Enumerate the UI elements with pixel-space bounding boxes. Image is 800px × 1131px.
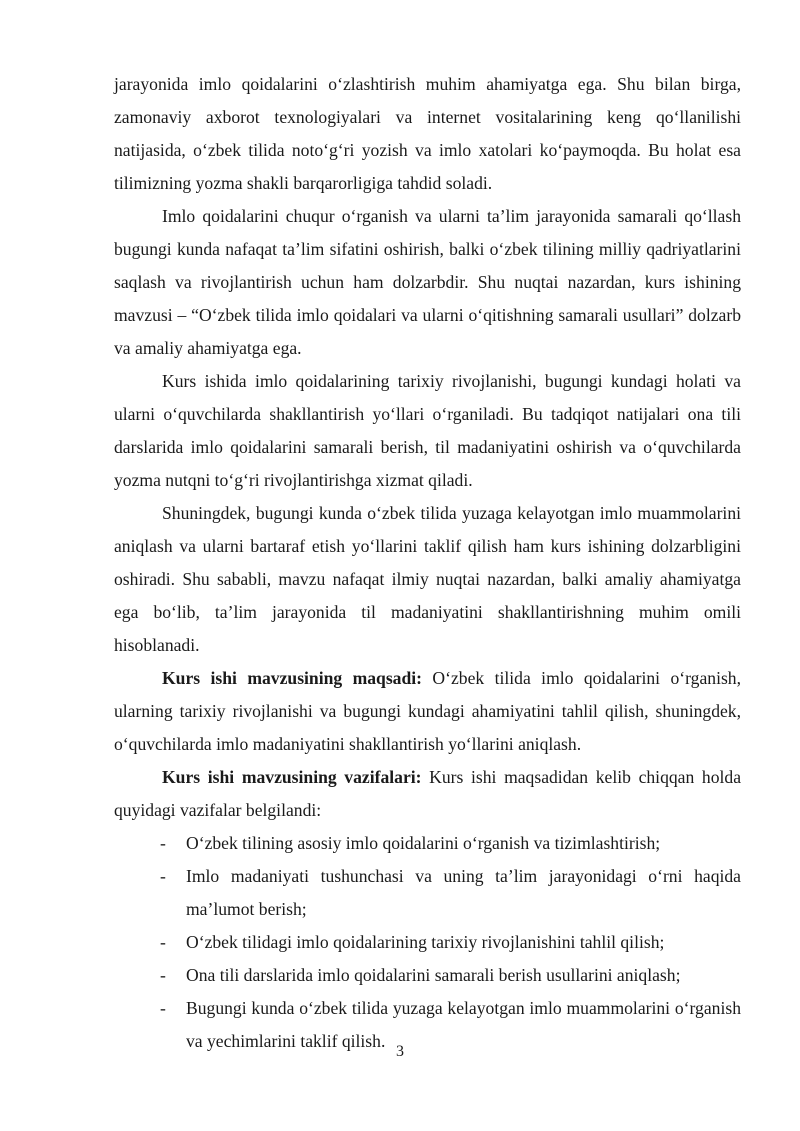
list-item — [114, 926, 741, 959]
list-item — [114, 827, 741, 860]
list-item — [114, 959, 741, 992]
list-item-text: Bugungi kunda o‘zbek tilida yuzaga kelayotgan imlo muammolarini o‘rganish va yechimlarini taklif qilish. — [186, 998, 741, 1051]
goal-label: Kurs ishi mavzusining maqsadi: — [162, 668, 423, 688]
goal-paragraph — [114, 662, 741, 761]
list-item-text: Imlo madaniyati tushunchasi va uning ta’lim jarayonidagi o‘rni haqida ma’lumot berish; — [186, 866, 741, 919]
list-item-text: Ona tili darslarida imlo qoidalarini samarali berish usullarini aniqlash; — [186, 965, 681, 985]
paragraph-continuation: jarayonida imlo qoidalarini o‘zlashtirish muhim ahamiyatga ega. Shu bilan birga, zamonaviy axborot texnologiyalari va internet vositalarining keng qo‘llanilishi natijasida, o‘zbek tilida noto‘g‘ri yozish va imlo xatolari ko‘paymoqda. Bu holat esa tilimizning yozma shakli barqarorligiga tahdid soladi. — [114, 74, 741, 193]
bullet-dash: - — [160, 833, 166, 853]
paragraph-importance: Shuningdek, bugungi kunda o‘zbek tilida yuzaga kelayotgan imlo muammolarini aniqlash va ularni bartaraf etish yo‘llarini taklif qilish ham kurs ishining dolzarbligini oshiradi. Shu sababli, mavzu nafaqat ilmiy nuqtai nazardan, balki amaliy ahamiyatga ega bo‘lib, ta’lim jarayonida til madaniyatini shakllantirishning muhim omili hisoblanadi. — [114, 503, 741, 655]
bullet-dash: - — [160, 998, 166, 1018]
tasks-paragraph — [114, 761, 741, 827]
tasks-text: Kurs ishi maqsadidan kelib chiqqan holda quyidagi vazifalar belgilandi: — [114, 767, 742, 820]
list-item — [114, 860, 741, 926]
list-item-text: O‘zbek tilidagi imlo qoidalarining tarixiy rivojlanishini tahlil qilish; — [186, 932, 665, 952]
list-item-text: O‘zbek tilining asosiy imlo qoidalarini o‘rganish va tizimlashtirish; — [186, 833, 661, 853]
bullet-dash: - — [160, 932, 166, 952]
page-number: 3 — [396, 1043, 404, 1060]
document-body — [114, 68, 741, 1058]
bullet-dash: - — [160, 866, 166, 886]
paragraph-relevance: Imlo qoidalarini chuqur o‘rganish va ularni ta’lim jarayonida samarali qo‘llash bugungi kunda nafaqat ta’lim sifatini oshirish, balki o‘zbek tilining milliy qadriyatlarini saqlash va rivojlantirish uchun ham dolzarbdir. Shu nuqtai nazardan, kurs ishining mavzusi – “O‘zbek tilida imlo qoidalari va ularni o‘qitishning samarali usullari” dolzarb va amaliy ahamiyatga ega. — [114, 206, 741, 358]
goal-text: O‘zbek tilida imlo qoidalarini o‘rganish, ularning tarixiy rivojlanishi va bugungi kundagi ahamiyatini tahlil qilish, shuningdek, o‘quvchilarda imlo madaniyatini shakllantirish yo‘llarini aniqlash. — [114, 668, 741, 754]
tasks-label: Kurs ishi mavzusining vazifalari: — [162, 767, 422, 787]
paragraph-research-scope: Kurs ishida imlo qoidalarining tarixiy rivojlanishi, bugungi kundagi holati va ularni o‘quvchilarda shakllantirish yo‘llari o‘rganiladi. Bu tadqiqot natijalari ona tili darslarida imlo qoidalarini samarali berish, til madaniyatini oshirish va o‘quvchilarda yozma nutqni to‘g‘ri rivojlantirishga xizmat qiladi. — [114, 371, 741, 490]
bullet-dash: - — [160, 965, 166, 985]
